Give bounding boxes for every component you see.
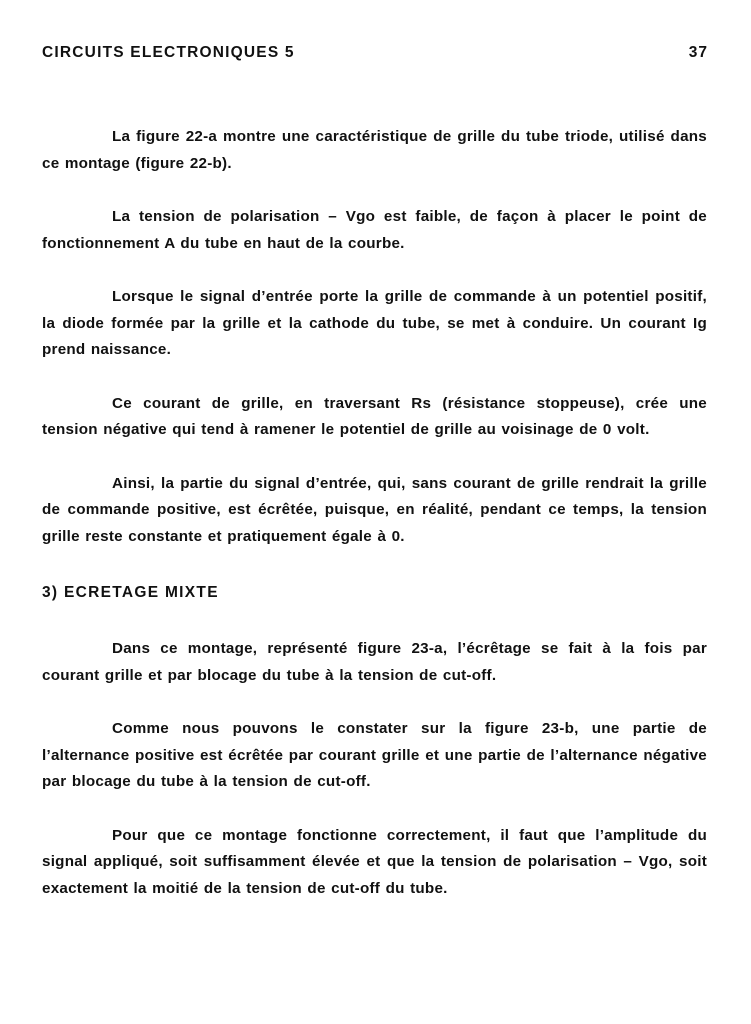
- running-title: CIRCUITS ELECTRONIQUES 5: [42, 44, 295, 61]
- paragraph-courant-grille: Ce courant de grille, en traversant Rs (résistance stoppeuse), crée une tension négative qui tend à ramener le potentiel de grille au voisinage de 0 volt.: [42, 394, 707, 438]
- paragraph-figure-22a: La figure 22-a montre une caractéristique de grille du tube triode, utilisé dans ce montage (figure 22-b).: [42, 128, 707, 172]
- page-number: 37: [688, 44, 708, 61]
- section-heading: 3) ECRETAGE MIXTE: [42, 584, 219, 601]
- paragraph-conditions: Pour que ce montage fonctionne correctement, il faut que l’amplitude du signal appliqué, soit suffisamment élevée et que la tension de polarisation – Vgo, soit exactement la moitié de la tension de cut-off du tube.: [42, 826, 707, 897]
- paragraph-polarisation: La tension de polarisation – Vgo est faible, de façon à placer le point de fonctionnement A du tube en haut de la courbe.: [42, 208, 707, 252]
- paragraph-ainsi: Ainsi, la partie du signal d’entrée, qui, sans courant de grille rendrait la grille de commande positive, est écrêtée, puisque, en réalité, pendant ce temps, la tension grille reste constante et pratiquement égale à 0.: [42, 474, 707, 545]
- body-text: [42, 124, 707, 902]
- paragraph-signal-entree: Lorsque le signal d’entrée porte la grille de commande à un potentiel positif, la diode formée par la grille et la cathode du tube, se met à conduire. Un courant Ig prend naissance.: [42, 288, 707, 358]
- paragraph-montage-23a: Dans ce montage, représenté figure 23-a, l’écrêtage se fait à la fois par courant grille et par blocage du tube à la tension de cut-off.: [42, 640, 707, 684]
- paragraph-figure-23b: Comme nous pouvons le constater sur la figure 23-b, une partie de l’alternance positive est écrêtée par courant grille et une partie de l’alternance négative par blocage du tube à la tension de cut-off.: [42, 720, 707, 790]
